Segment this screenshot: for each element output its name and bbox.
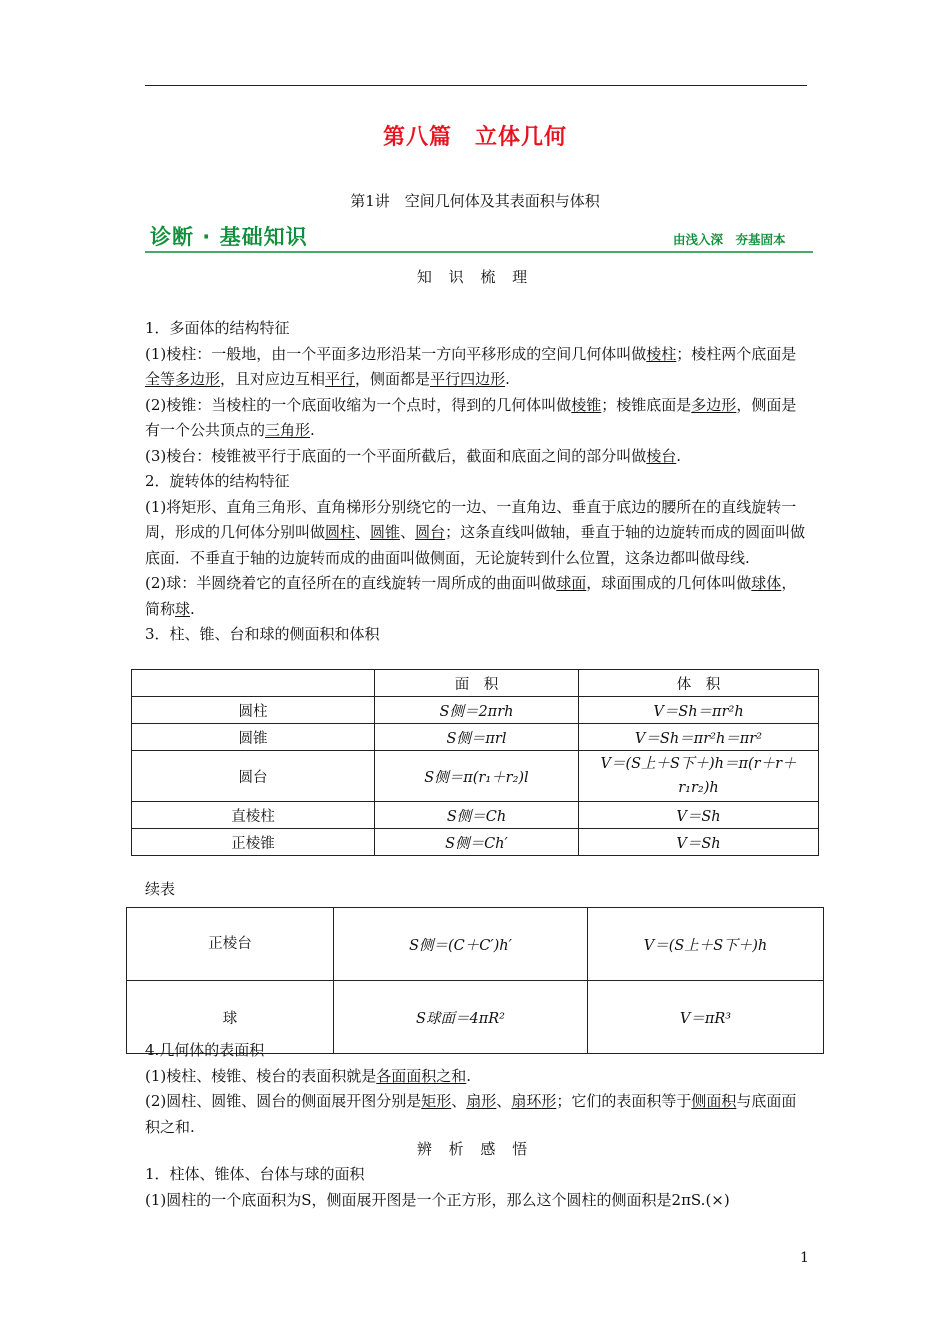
subheading-area-volume: 3．柱、锥、台和球的侧面积和体积 [145, 625, 380, 643]
paragraph-block-2 [145, 1038, 810, 1140]
page-number: 1 [800, 1250, 809, 1266]
header-volume: 体 积 [579, 670, 819, 697]
subheading-surface-area: 4.几何体的表面积 [145, 1041, 265, 1059]
table-row: 圆柱 S侧＝2πrh V＝Sh＝πr²h [132, 697, 819, 724]
table-row: 圆锥 S侧＝πrl V＝Sh＝πr²h＝πr² [132, 724, 819, 751]
table-row: 正棱锥 S侧＝Ch′ V＝Sh [132, 829, 819, 856]
banner-title: 诊断 · 基础知识 [150, 225, 308, 249]
chapter-title: 第八篇 立体几何 [382, 124, 567, 150]
header-rule [145, 85, 807, 86]
banner-subtitle: 由浅入深 夯基固本 [673, 232, 786, 247]
subheading-area-of-solids: 1．柱体、锥体、台体与球的面积 [145, 1165, 365, 1183]
subheading-polyhedra: 1．多面体的结构特征 [145, 319, 290, 337]
table-header-row [132, 670, 819, 697]
paragraph-frustum: (3)棱台：棱锥被平行于底面的一个平面所截后，截面和底面之间的部分叫做棱台. [145, 446, 682, 465]
table-row: 球 S球面＝4πR² V＝πR³ [127, 981, 824, 1054]
subheading-revolution: 2．旋转体的结构特征 [145, 472, 290, 490]
paragraph-block-1 [145, 316, 810, 648]
paragraph-pyramid: (2)棱锥：当棱柱的一个底面收缩为一个点时，得到的几何体叫做棱锥；棱锥底面是多边形，侧面是有一个公共顶点的三角形. [145, 395, 797, 439]
continued-table [126, 907, 824, 1054]
banner-underline [145, 251, 813, 253]
area-volume-table [131, 669, 819, 856]
paragraph-surface-1: (1)棱柱、棱锥、棱台的表面积就是各面面积之和. [145, 1066, 472, 1085]
paragraph-question-1: (1)圆柱的一个底面积为S，侧面展开图是一个正方形，那么这个圆柱的侧面积是2πS.(×) [145, 1190, 730, 1209]
paragraph-prism: (1)棱柱：一般地，由一个平面多边形沿某一方向平移形成的空间几何体叫做棱柱；棱柱两个底面是全等多边形，且对应边互相平行，侧面都是平行四边形. [145, 344, 797, 388]
paragraph-block-3 [145, 1162, 810, 1213]
table-row: 正棱台 S侧＝(C＋C′)h′ V＝(S上＋S下＋)h [127, 908, 824, 981]
paragraph-sphere: (2)球：半圆绕着它的直径所在的直线旋转一周所成的曲面叫做球面，球面围成的几何体叫做球体，简称球. [145, 574, 797, 618]
paragraph-revolution-solids: (1)将矩形、直角三角形、直角梯形分别绕它的一边、一直角边、垂直于底边的腰所在的直线旋转一周，形成的几何体分别叫做圆柱、圆锥、圆台；这条直线叫做轴，垂直于轴的边旋转而成的圆面叫做底面．不垂直于轴的边旋转而成的曲面叫做侧面，无论旋转到什么位置，这条边都叫做母线. [145, 497, 806, 567]
section-heading-knowledge: 知 识 梳 理 [416, 268, 534, 286]
continued-label: 续表 [145, 880, 176, 898]
lecture-title: 第1讲 空间几何体及其表面积与体积 [350, 192, 600, 210]
header-area: 面 积 [375, 670, 579, 697]
table-row: 圆台 S侧＝π(r₁＋r₂)l V＝(S上＋S下＋)h＝π(r＋r＋r₁r₂)h [132, 751, 819, 802]
section-heading-analysis: 辨 析 感 悟 [416, 1140, 534, 1158]
paragraph-surface-2: (2)圆柱、圆锥、圆台的侧面展开图分别是矩形、扇形、扇环形；它们的表面积等于侧面积与底面面积之和. [145, 1092, 797, 1136]
table-row: 直棱柱 S侧＝Ch V＝Sh [132, 802, 819, 829]
